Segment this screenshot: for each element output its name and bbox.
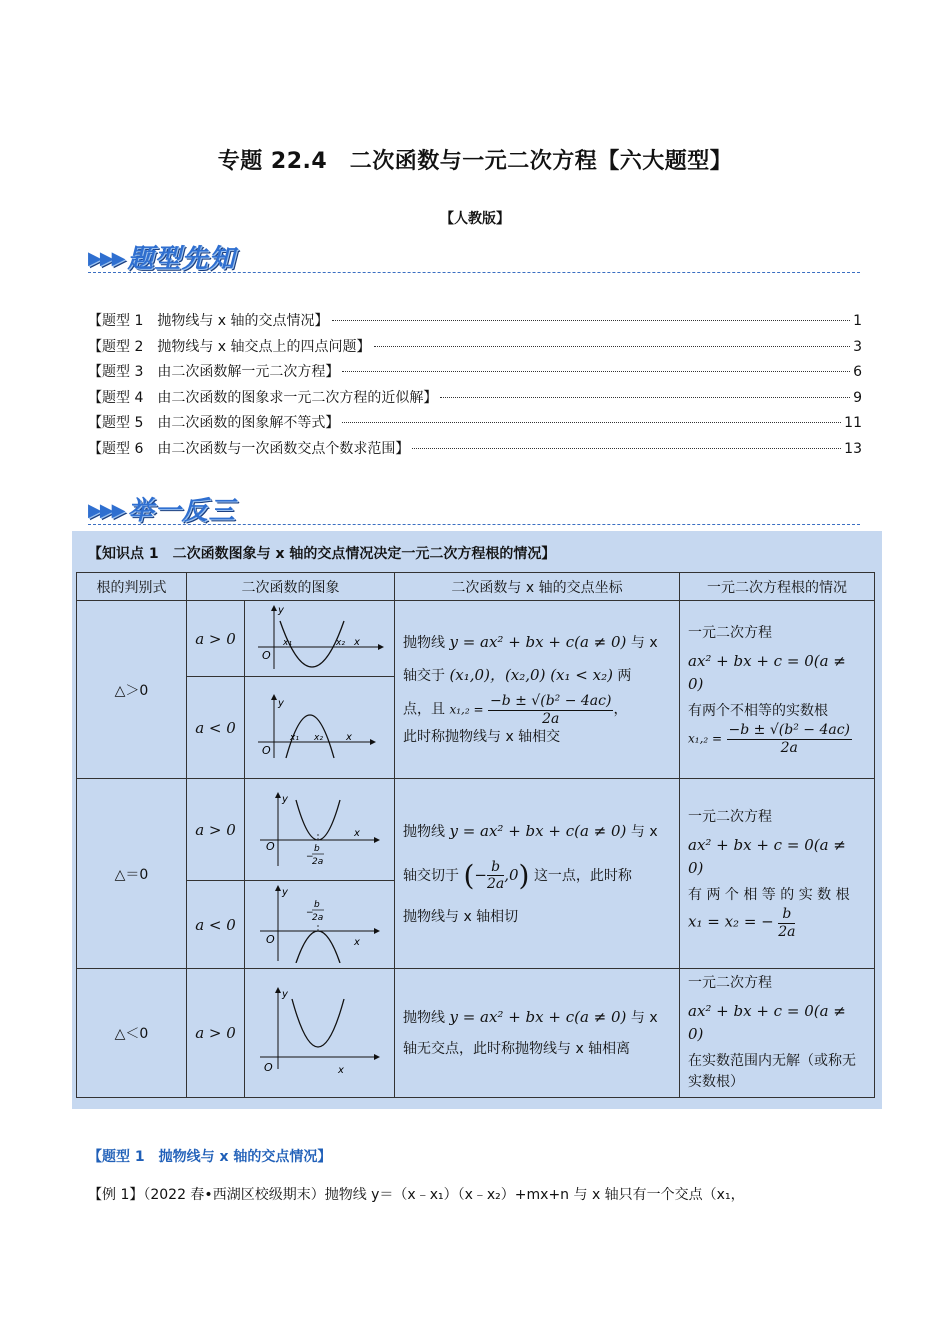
table-row: [77, 601, 875, 677]
graph-cell: [245, 677, 395, 779]
origin-label: O: [261, 743, 271, 757]
banner-practice-text: 举一反三: [127, 496, 236, 526]
parabola-equation: y = ax² + bx + c(a ≠ 0): [449, 633, 627, 652]
origin-label: O: [261, 648, 271, 662]
intersect-cell: 抛物线 y = ax² + bx + c(a ≠ 0) 与 x 轴交切于 (− $\frac{b}{2a}$ ,0) 这一点，此时称 抛物线与 x 轴相切: [395, 779, 680, 969]
graph-cell: [245, 601, 395, 677]
toc-item[interactable]: 【题型 5 由二次函数的图象解不等式】 11: [88, 415, 862, 431]
origin-label: O: [263, 1061, 273, 1074]
root-formula: $\frac{\text{−b ± √(b² − 4ac)}}{2a}$: [489, 693, 612, 727]
knowledge-title: 【知识点 1 二次函数图象与 x 轴的交点情况决定一元二次方程根的情况】: [88, 546, 556, 562]
section-heading: 【题型 1 抛物线与 x 轴的交点情况】: [88, 1149, 332, 1165]
knowledge-table: [76, 572, 875, 1098]
vertex-num: b: [313, 899, 320, 910]
axis-label-x: x: [345, 731, 352, 743]
discriminant-cell: △＞0: [77, 601, 187, 779]
page-title: 专题 22.4 二次函数与一元二次方程【六大题型】: [217, 149, 733, 174]
parabola-up-two-roots: [250, 603, 390, 671]
a-condition: a > 0: [187, 779, 245, 881]
banner-practice: [88, 490, 236, 527]
origin-label: O: [265, 932, 275, 946]
a-condition: a > 0: [187, 601, 245, 677]
divider: [88, 524, 860, 525]
axis-label-x: x: [353, 636, 360, 648]
root-label-x1: x₁: [289, 732, 299, 743]
toc-item[interactable]: 【题型 6 由二次函数与一次函数交点个数求范围】 13: [88, 440, 862, 457]
root-label-x1: x₁: [282, 637, 292, 648]
vertex-den: 2a: [311, 856, 323, 867]
table-row: [77, 779, 875, 881]
triple-arrow-icon: ▶▶▶: [88, 500, 124, 521]
roots-cell: 一元二次方程 ax² + bx + c = 0(a ≠ 0) 在实数范围内无解（或称无实数根）: [680, 969, 875, 1098]
toc-item[interactable]: 【题型 4 由二次函数的图象求一元二次方程的近似解】 9: [88, 389, 862, 406]
roots-cell: 一元二次方程 ax² + bx + c = 0(a ≠ 0) 有两个不相等的实数根 x₁,₂ = $\frac{\text{−b ± √(b² − 4ac)}}{2a}$: [680, 601, 875, 779]
edition-label: 【人教版】: [440, 211, 510, 227]
vertex-minus: −: [305, 907, 314, 918]
parabola-up-no-roots: [250, 983, 390, 1079]
tangent-point-x: $\frac{b}{2a}$: [486, 858, 505, 892]
a-condition: a < 0: [187, 881, 245, 969]
parabola-down-tangent: [250, 883, 390, 963]
graph-cell: [245, 969, 395, 1098]
double-root: $\frac{b}{2a}$: [778, 906, 796, 940]
quadratic-equation: ax² + bx + c = 0(a ≠ 0): [688, 1002, 846, 1043]
toc-item[interactable]: 【题型 3 由二次函数解一元二次方程】 6: [88, 364, 862, 380]
discriminant-cell: △＝0: [77, 779, 187, 969]
axis-label-y: y: [277, 697, 284, 709]
parabola-down-two-roots: [250, 692, 390, 760]
axis-label-y: y: [281, 793, 288, 805]
vertex-minus: −: [305, 851, 314, 862]
roots-cell: 一元二次方程 ax² + bx + c = 0(a ≠ 0) 有 两 个 相 等 的 实 数 根 x₁ = x₂ = − $\frac{b}{2a}$: [680, 779, 875, 969]
intersect-cell: 抛物线 y = ax² + bx + c(a ≠ 0) 与 x 轴无交点，此时称抛物线与 x 轴相离: [395, 969, 680, 1098]
table-row: [77, 969, 875, 1098]
axis-label-y: y: [281, 989, 288, 1000]
banner-preview-text: 题型先知: [127, 244, 236, 274]
a-condition: a < 0: [187, 677, 245, 779]
intersection-points: (x₁,0)，(x₂,0) (x₁ < x₂): [449, 666, 613, 685]
parabola-equation: y = ax² + bx + c(a ≠ 0): [449, 1008, 627, 1026]
table-of-contents: [88, 310, 862, 463]
header-intersect: 二次函数与 x 轴的交点坐标: [395, 573, 680, 601]
header-roots: 一元二次方程根的情况: [680, 573, 875, 601]
parabola-equation: y = ax² + bx + c(a ≠ 0): [449, 821, 627, 840]
root-formula: $\frac{\text{−b ± √(b² − 4ac)}}{2a}$: [728, 722, 850, 756]
vertex-den: 2a: [311, 912, 323, 923]
vertex-num: b: [313, 843, 320, 854]
root-label-x2: x₂: [313, 732, 323, 743]
example-text: 【例 1】（2022 春•西湖区校级期末）抛物线 y＝（x﹣x₁）（x﹣x₂）+mx+n 与 x 轴只有一个交点（x₁，: [88, 1187, 745, 1203]
triple-arrow-icon: ▶▶▶: [88, 248, 124, 269]
header-graph: 二次函数的图象: [187, 573, 395, 601]
origin-label: O: [265, 839, 275, 853]
quadratic-equation: ax² + bx + c = 0(a ≠ 0): [688, 836, 846, 877]
banner-preview: [88, 238, 236, 275]
axis-label-x: x: [353, 827, 360, 839]
axis-label-y: y: [281, 886, 288, 898]
divider: [88, 272, 860, 273]
parabola-up-tangent: [250, 788, 390, 868]
axis-label-y: y: [277, 604, 284, 616]
intersect-cell: 抛物线 y = ax² + bx + c(a ≠ 0) 与 x 轴交于 (x₁,0)，(x₂,0) (x₁ < x₂) 两 点，且 x₁,₂ = $\frac{\text{−b ± √(b² − 4ac)}}{2a}$ ， 此时称抛物线与 x 轴相交: [395, 601, 680, 779]
quadratic-equation: ax² + bx + c = 0(a ≠ 0): [688, 652, 846, 693]
axis-label-x: x: [337, 1065, 344, 1076]
toc-item[interactable]: 【题型 1 抛物线与 x 轴的交点情况】 1: [88, 313, 862, 329]
toc-item[interactable]: 【题型 2 抛物线与 x 轴交点上的四点问题】 3: [88, 338, 862, 355]
graph-cell: [245, 779, 395, 881]
root-label-x2: x₂: [335, 637, 345, 648]
axis-label-x: x: [353, 936, 360, 948]
a-condition: a > 0: [187, 969, 245, 1098]
header-disc: 根的判别式: [77, 573, 187, 601]
graph-cell: [245, 881, 395, 969]
discriminant-cell: △＜0: [77, 969, 187, 1098]
table-header-row: [77, 573, 875, 601]
